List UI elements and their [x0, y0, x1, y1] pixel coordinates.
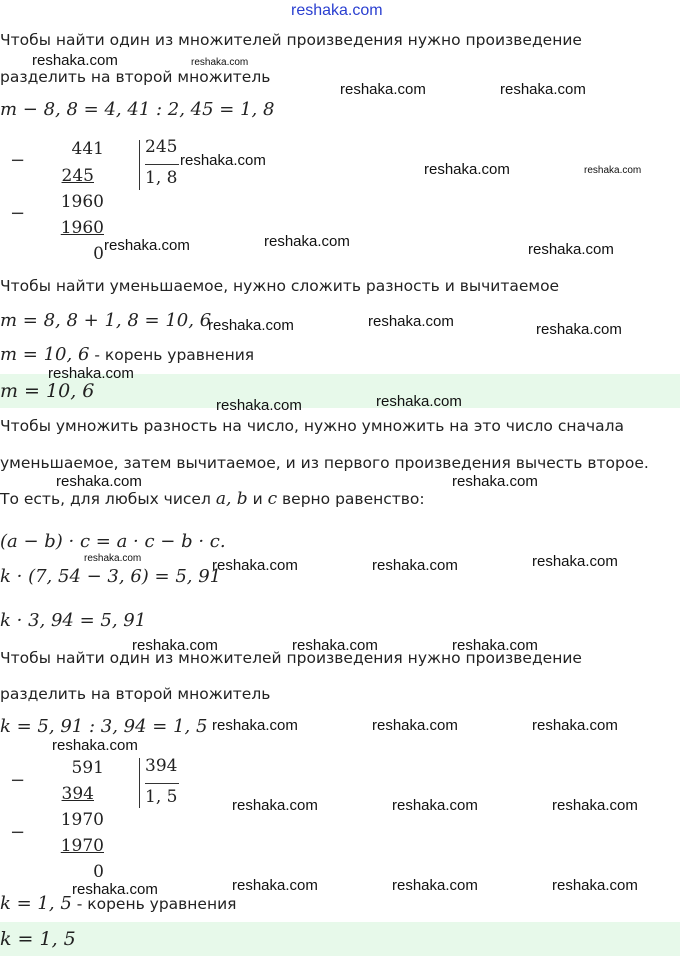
watermark: reshaka.com	[180, 152, 266, 169]
equation-1: m − 8, 8 = 4, 41 : 2, 45 = 1, 8	[0, 99, 275, 120]
watermark: reshaka.com	[132, 637, 218, 654]
watermark: reshaka.com	[232, 877, 318, 894]
answer-highlight-2	[0, 922, 680, 956]
quotient: 1, 8	[145, 168, 178, 188]
minus-sign: −	[10, 150, 26, 171]
quotient: 1, 5	[145, 787, 178, 807]
minus-sign: −	[10, 822, 26, 843]
subtrahend: 394	[61, 784, 94, 804]
watermark: reshaka.com	[208, 317, 294, 334]
dividend: 441	[71, 139, 104, 159]
rule-text-line-2: разделить на второй множитель	[0, 68, 271, 86]
watermark: reshaka.com	[500, 81, 586, 98]
rule-text-line-2: разделить на второй множитель	[0, 685, 271, 703]
site-header-watermark[interactable]: reshaka.com	[291, 2, 383, 19]
rule-text-line-1: Чтобы найти один из множителей произведения нужно произведение	[0, 649, 582, 667]
root-statement-1	[0, 344, 254, 365]
watermark: reshaka.com	[212, 557, 298, 574]
watermark: reshaka.com	[56, 473, 142, 490]
equation-6: k = 5, 91 : 3, 94 = 1, 5	[0, 716, 208, 737]
rule-text-line-3	[0, 489, 425, 509]
divisor: 394	[145, 756, 178, 776]
watermark: reshaka.com	[292, 637, 378, 654]
equation-4: k · (7, 54 − 3, 6) = 5, 91	[0, 566, 222, 587]
subtrahend: 1970	[60, 836, 104, 856]
vars: a, b	[215, 489, 248, 509]
watermark: reshaka.com	[191, 57, 249, 68]
root-math: m = 10, 6	[0, 344, 90, 365]
text: То есть, для любых чисел	[0, 490, 216, 508]
watermark: reshaka.com	[392, 877, 478, 894]
root-math: k = 1, 5	[0, 893, 72, 914]
watermark: reshaka.com	[232, 797, 318, 814]
root-text: - корень уравнения	[71, 895, 237, 913]
watermark: reshaka.com	[452, 473, 538, 490]
watermark: reshaka.com	[264, 233, 350, 250]
subtrahend: 245	[61, 166, 94, 186]
watermark: reshaka.com	[72, 881, 158, 898]
rule-text: Чтобы найти уменьшаемое, нужно сложить разность и вычитаемое	[0, 277, 560, 295]
rule-text-line-2: уменьшаемое, затем вычитаемое, и из первого произведения вычесть второе.	[0, 454, 649, 472]
equation-5: k · 3, 94 = 5, 91	[0, 610, 147, 631]
equation-2: m = 8, 8 + 1, 8 = 10, 6	[0, 310, 212, 331]
watermark: reshaka.com	[584, 165, 642, 176]
minus-sign: −	[10, 770, 26, 791]
answer-2: k = 1, 5	[0, 928, 76, 950]
watermark: reshaka.com	[376, 393, 462, 410]
watermark: reshaka.com	[32, 52, 118, 69]
dividend: 591	[71, 758, 104, 778]
divisor: 245	[145, 137, 178, 157]
watermark: reshaka.com	[392, 797, 478, 814]
text: и	[247, 490, 268, 508]
watermark: reshaka.com	[212, 717, 298, 734]
minus-sign: −	[10, 203, 26, 224]
watermark: reshaka.com	[52, 737, 138, 754]
watermark: reshaka.com	[552, 877, 638, 894]
division-bar	[139, 758, 140, 808]
watermark: reshaka.com	[216, 397, 302, 414]
watermark: reshaka.com	[532, 717, 618, 734]
root-text: - корень уравнения	[89, 346, 255, 364]
watermark: reshaka.com	[372, 557, 458, 574]
rule-text-line-1: Чтобы умножить разность на число, нужно умножить на это число сначала	[0, 417, 625, 435]
watermark: reshaka.com	[452, 637, 538, 654]
watermark: reshaka.com	[552, 797, 638, 814]
watermark: reshaka.com	[536, 321, 622, 338]
watermark: reshaka.com	[528, 241, 614, 258]
var-c: c	[267, 489, 278, 509]
watermark: reshaka.com	[424, 161, 510, 178]
watermark: reshaka.com	[84, 553, 142, 564]
remainder: 1960	[60, 192, 104, 212]
final-remainder: 0	[93, 862, 104, 882]
divisor-line	[145, 164, 179, 165]
watermark: reshaka.com	[532, 553, 618, 570]
text: верно равенство:	[277, 490, 425, 508]
watermark: reshaka.com	[340, 81, 426, 98]
watermark: reshaka.com	[48, 365, 134, 382]
identity-formula: (a − b) · c = a · c − b · c.	[0, 531, 226, 552]
remainder: 1970	[60, 810, 104, 830]
division-bar	[139, 140, 140, 190]
watermark: reshaka.com	[104, 237, 190, 254]
subtrahend: 1960	[60, 218, 104, 238]
watermark: reshaka.com	[368, 313, 454, 330]
divisor-line	[145, 783, 179, 784]
rule-text-line-1: Чтобы найти один из множителей произведения нужно произведение	[0, 31, 582, 49]
watermark: reshaka.com	[372, 717, 458, 734]
answer-1: m = 10, 6	[0, 380, 95, 402]
final-remainder: 0	[93, 244, 104, 264]
